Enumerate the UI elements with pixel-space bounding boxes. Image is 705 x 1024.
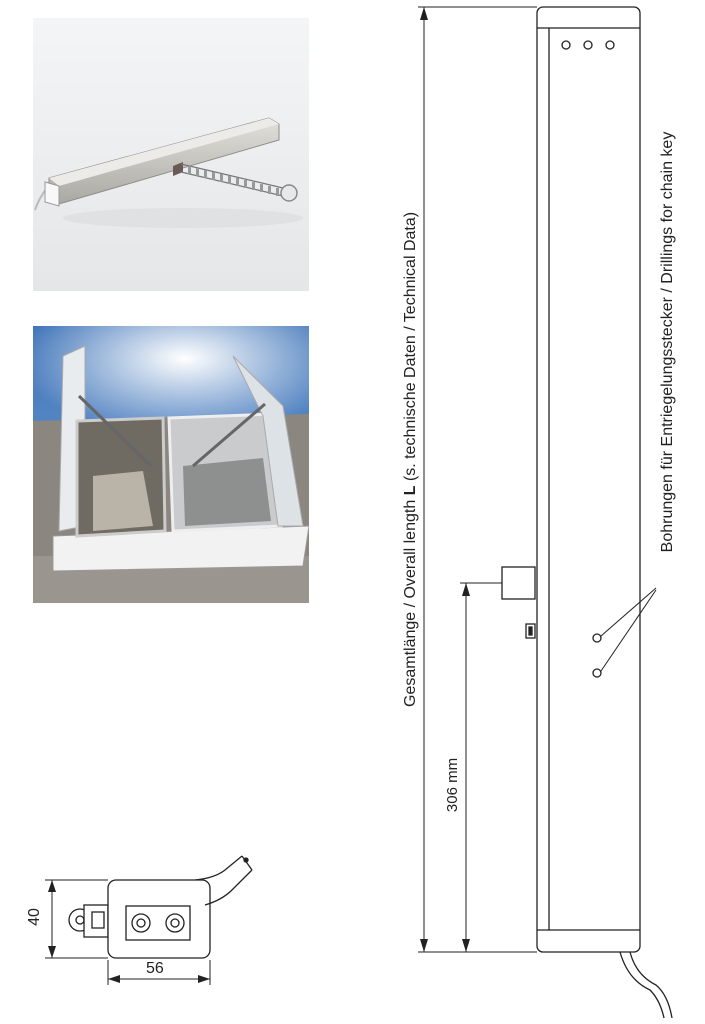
offset-dimension-label: 306 mm	[444, 757, 461, 813]
width-dimension-label: 56	[146, 960, 164, 977]
height-dimension-label: 40	[25, 908, 43, 926]
overall-length-label: Gesamtlänge / Overall length L (s. technische Daten / Technical Data)	[402, 211, 419, 707]
offset-dimension	[460, 583, 502, 952]
side-knob	[526, 624, 535, 638]
chain-outlet	[502, 567, 535, 599]
actuator-cable	[620, 952, 672, 1018]
overall-length-dimension	[418, 7, 537, 952]
drillings-label: Bohrungen für Entriegelungsstecker / Drillings for chain key	[659, 131, 676, 553]
actuator-housing	[537, 7, 640, 952]
